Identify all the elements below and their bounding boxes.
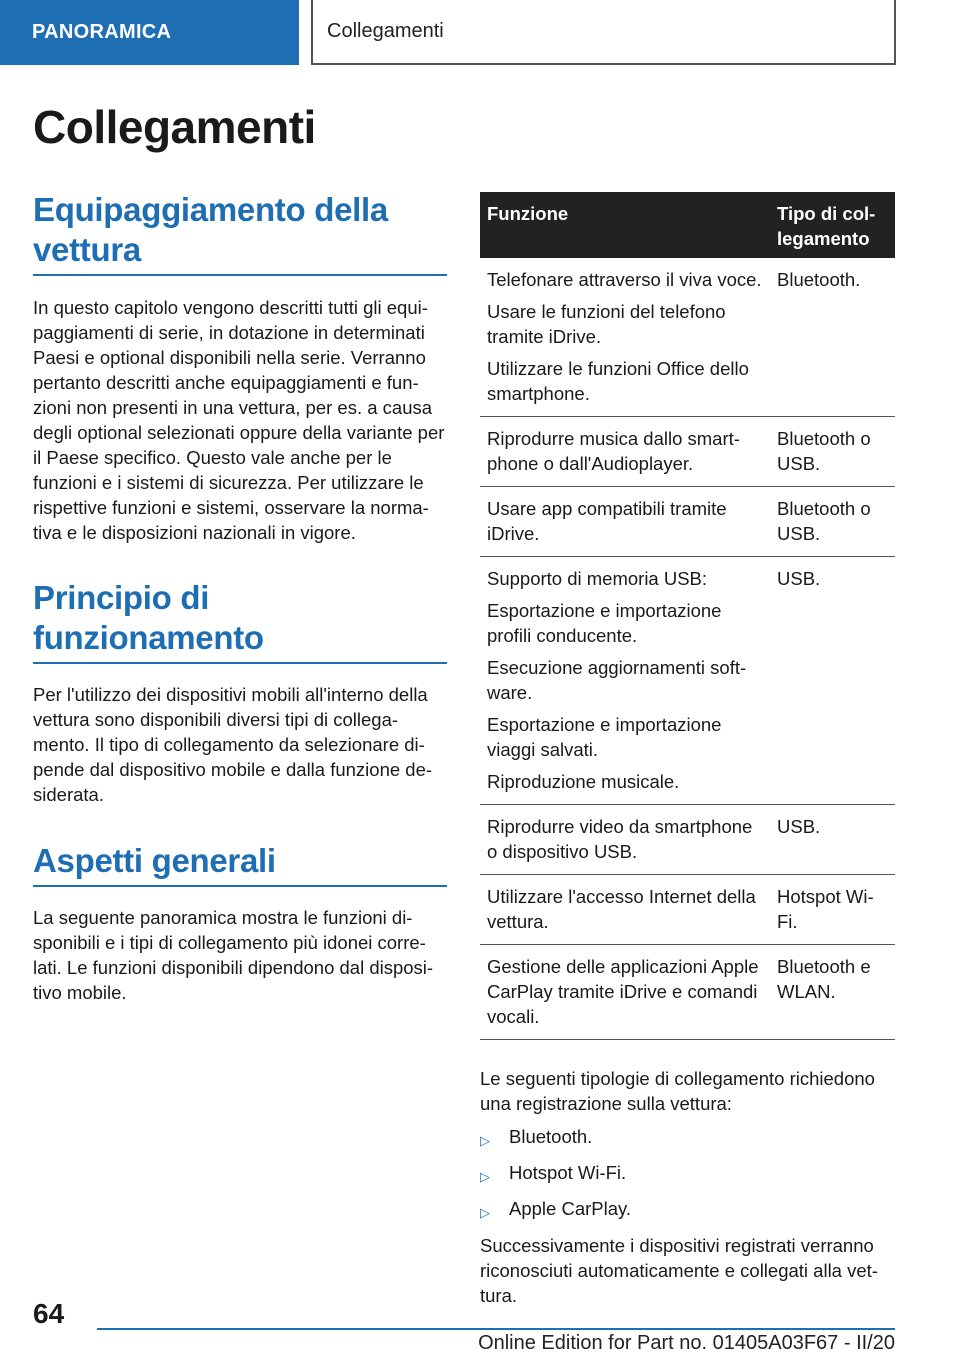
list-item xyxy=(480,1124,895,1153)
table-row xyxy=(480,417,895,487)
funzione-text: Telefonare attraverso il viva voce. xyxy=(487,269,762,290)
page-title: Collegamenti xyxy=(33,101,316,153)
footer-edition: Online Edition for Part no. 01405A03F67 - II/20 xyxy=(97,1328,895,1355)
left-column xyxy=(33,190,447,1005)
registration-intro: Le seguenti tipologie di collegamento richiedono una registrazione sulla vettura: xyxy=(480,1068,875,1114)
funzione-text: Esportazione e importazione profili conducente. xyxy=(487,600,722,646)
funzione-cell xyxy=(480,487,770,557)
list-item xyxy=(480,1160,895,1189)
column-header-tipo: Tipo di col-legamento xyxy=(770,192,895,258)
tipo-cell: Bluetooth. xyxy=(770,258,895,417)
table-row xyxy=(480,805,895,875)
funzione-cell xyxy=(480,258,770,417)
table-row xyxy=(480,945,895,1040)
section-paragraph: Per l'utilizzo dei dispositivi mobili all'interno della vettura sono disponibili diversi tipi di collega-mento. Il tipo di collegamento da selezionare di-pende dal dispositivo mobile e dalla funzione de-siderata. xyxy=(33,684,433,805)
funzione-cell xyxy=(480,875,770,945)
chapter-tab-label: Collegamenti xyxy=(327,20,444,42)
chapter-tab[interactable] xyxy=(311,0,896,65)
table-row xyxy=(480,875,895,945)
registration-outro: Successivamente i dispositivi registrati verranno riconosciuti automaticamente e collegati alla vet-tura. xyxy=(480,1235,878,1306)
triangle-right-icon: ▷ xyxy=(480,1169,490,1184)
table-row xyxy=(480,258,895,417)
funzione-text: Esecuzione aggiornamenti soft-ware. xyxy=(487,657,747,703)
list-item-text: Apple CarPlay. xyxy=(509,1198,632,1219)
tipo-cell: Hotspot Wi-Fi. xyxy=(770,875,895,945)
funzione-cell xyxy=(480,945,770,1040)
funzione-text: Riprodurre musica dallo smart-phone o dall'Audioplayer. xyxy=(487,428,740,474)
funzione-cell xyxy=(480,557,770,805)
section-heading: Aspetti generali xyxy=(33,841,447,887)
funzione-text: Supporto di memoria USB: xyxy=(487,568,708,589)
funzione-cell xyxy=(480,805,770,875)
triangle-right-icon: ▷ xyxy=(480,1133,490,1148)
list-item-text: Hotspot Wi-Fi. xyxy=(509,1162,627,1183)
funzione-text: Utilizzare l'accesso Internet della vettura. xyxy=(487,886,756,932)
funzione-text: Esportazione e importazione viaggi salvati. xyxy=(487,714,722,760)
connection-table xyxy=(480,192,895,1040)
registration-list xyxy=(480,1124,895,1225)
funzione-text: Utilizzare le funzioni Office dello smartphone. xyxy=(487,358,749,404)
section-heading: Equipaggiamento della vettura xyxy=(33,190,447,276)
funzione-text: Riprodurre video da smartphone o dispositivo USB. xyxy=(487,816,753,862)
column-header-funzione: Funzione xyxy=(480,192,770,258)
list-item-text: Bluetooth. xyxy=(509,1126,593,1147)
tipo-cell: USB. xyxy=(770,557,895,805)
tipo-cell: Bluetooth o USB. xyxy=(770,487,895,557)
right-column xyxy=(480,192,895,1308)
funzione-cell xyxy=(480,417,770,487)
list-item xyxy=(480,1196,895,1225)
funzione-text: Usare app compatibili tramite iDrive. xyxy=(487,498,727,544)
section-tab-label: PANORAMICA xyxy=(32,21,172,43)
section-paragraph: La seguente panoramica mostra le funzioni di-sponibili e i tipi di collegamento più idonei corre-lati. Le funzioni disponibili dipendono dal disposi-tivo mobile. xyxy=(33,907,434,1003)
table-row xyxy=(480,487,895,557)
funzione-text: Usare le funzioni del telefono tramite iDrive. xyxy=(487,301,726,347)
funzione-text: Riproduzione musicale. xyxy=(487,771,680,792)
tipo-cell: USB. xyxy=(770,805,895,875)
tipo-cell: Bluetooth o USB. xyxy=(770,417,895,487)
section-heading: Principio di funzionamento xyxy=(33,578,447,664)
tipo-cell: Bluetooth e WLAN. xyxy=(770,945,895,1040)
funzione-text: Gestione delle applicazioni Apple CarPlay tramite iDrive e comandi vocali. xyxy=(487,956,759,1027)
section-tab[interactable] xyxy=(0,0,299,65)
section-paragraph: In questo capitolo vengono descritti tutti gli equi-paggiamenti di serie, in dotazione in determinati Paesi e optional disponibili nella serie. Verranno pertanto descritti anche equipaggiamenti e fun-zioni non presenti in una vettura, per es. a causa degli optional selezionati oppure della variante per il Paese specifico. Questo vale anche per le funzioni e i sistemi di sicurezza. Per utilizzare le rispettive funzioni e sistemi, osservare la norma-tiva e le disposizioni nazionali in vigore. xyxy=(33,297,445,543)
triangle-right-icon: ▷ xyxy=(480,1205,490,1220)
table-header-row xyxy=(480,192,895,258)
page-number: 64 xyxy=(33,1298,65,1329)
table-row xyxy=(480,557,895,805)
